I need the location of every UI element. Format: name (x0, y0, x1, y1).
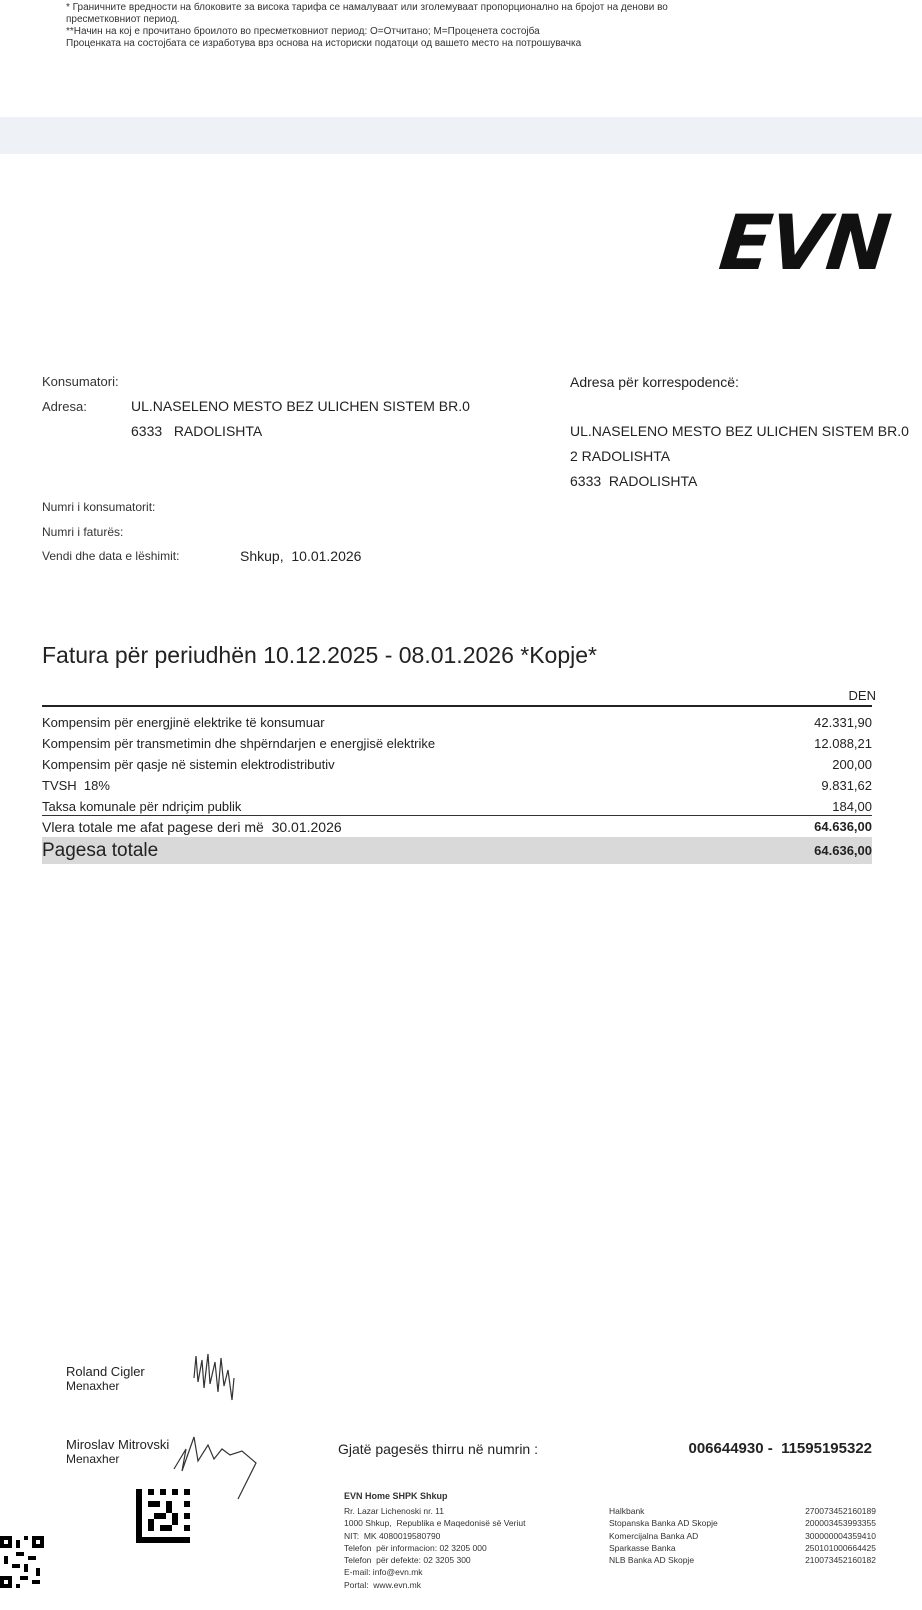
invoice-row (42, 734, 872, 754)
company-line: Rr. Lazar Lichenoski nr. 11 (344, 1506, 445, 1516)
company-line: Telefon për defekte: 02 3205 300 (344, 1555, 471, 1566)
payment-reference-number: 006644930 - 11595195322 (688, 1440, 872, 1457)
footnote-line: * Граничните вредности на блоковите за висока тарифа се намалуваат или зголемуваат пропорционално на бројот на денови во (66, 2, 668, 13)
subtotal-amount: 64.636,00 (814, 819, 872, 834)
correspondence-label: Adresa për korrespodencë: (570, 374, 739, 390)
company-line: Telefon për informacion: 02 3205 000 (344, 1542, 487, 1553)
currency-label: DEN (848, 688, 876, 703)
address-label: Adresa: (42, 399, 87, 414)
invoice-row (42, 797, 872, 817)
issue-label: Vendi dhe data e lëshimit: (42, 549, 180, 563)
correspondence-line-2: 2 RADOLISHTA (570, 448, 671, 464)
signatory-role: Menaxher (66, 1379, 120, 1393)
row-label: Kompensim për qasje në sistemin elektrodistributiv (42, 757, 335, 772)
invoice-title: Fatura për periudhën 10.12.2025 - 08.01.2026 *Kopje* (42, 642, 597, 668)
footnote-line: Проценката на состојбата се изработува врз основа на историски податоци од вашето место на потрошувачка (66, 38, 582, 49)
bank-name: Komercijalna Banka AD (609, 1530, 699, 1541)
subtotal-label: Vlera totale me afat pagese deri më 30.01.2026 (42, 819, 342, 835)
consumer-label: Konsumatori: (42, 374, 119, 389)
row-amount: 12.088,21 (814, 736, 872, 751)
address-line-1: UL.NASELENO MESTO BEZ ULICHEN SISTEM BR.0 (131, 398, 470, 414)
bank-name: NLB Banka AD Skopje (609, 1555, 695, 1566)
total-row (42, 837, 872, 864)
evn-logo: EVN (714, 198, 893, 287)
total-label: Pagesa totale (42, 840, 159, 861)
row-amount: 200,00 (832, 757, 872, 772)
row-amount: 9.831,62 (821, 778, 872, 793)
row-label: Taksa komunale për ndriçim publik (42, 799, 242, 814)
correspondence-line-3: 6333 RADOLISHTA (570, 473, 698, 489)
invoice-row (42, 776, 872, 796)
company-name: EVN Home SHPK Shkup (344, 1491, 448, 1501)
invoice-row (42, 755, 872, 775)
row-amount: 42.331,90 (814, 715, 872, 730)
invoice-number-label: Numri i faturës: (42, 525, 124, 539)
bank-name: Sparkasse Banka (609, 1542, 676, 1553)
bank-account: 300000004359410 (805, 1530, 876, 1541)
subtotal-rule (42, 815, 872, 816)
company-line: Portal: www.evn.mk (344, 1579, 421, 1590)
company-details (344, 1505, 525, 1591)
row-label: Kompensim për transmetimin dhe shpërndarjen e energjisë elektrike (42, 736, 436, 751)
signature-1-icon (188, 1348, 244, 1408)
page-separator-band (0, 117, 922, 154)
bank-account: 200003453993355 (805, 1518, 876, 1529)
payment-reference-label: Gjatë pagesës thirru në numrin : (338, 1441, 538, 1457)
qr-code-icon (0, 1536, 44, 1588)
bank-accounts (805, 1505, 876, 1566)
signatory-name: Miroslav Mitrovski (66, 1437, 170, 1452)
row-label: TVSH 18% (42, 778, 110, 793)
invoice-row (42, 713, 872, 733)
company-line: 1000 Shkup, Republika e Maqedonisë së Veriut (344, 1518, 526, 1529)
bank-name: Stopanska Banka AD Skopje (609, 1518, 718, 1529)
row-amount: 184,00 (832, 799, 872, 814)
datamatrix-icon (136, 1489, 190, 1543)
issue-value: Shkup, 10.01.2026 (240, 548, 362, 564)
bank-account: 250101000664425 (805, 1542, 876, 1553)
bank-account: 210073452160182 (805, 1555, 876, 1566)
signatory-name: Roland Cigler (66, 1364, 145, 1379)
footnote-line: **Начин на кој е прочитано броилото во пресметковниот период: О=Отчитано; М=Проценета состојба (66, 26, 540, 37)
table-top-rule (42, 705, 872, 707)
bank-account: 270073452160189 (805, 1506, 876, 1516)
address-line-2: 6333 RADOLISHTA (131, 423, 263, 439)
subtotal-row (42, 817, 872, 837)
bank-names (609, 1505, 718, 1566)
signatory-2 (66, 1437, 169, 1466)
footnote-line: пресметковниот период. (66, 14, 180, 25)
correspondence-line-1: UL.NASELENO MESTO BEZ ULICHEN SISTEM BR.0 (570, 423, 909, 439)
company-line: NIT: MK 4080019580790 (344, 1530, 441, 1541)
signatory-role: Menaxher (66, 1452, 120, 1466)
consumer-number-label: Numri i konsumatorit: (42, 500, 156, 514)
company-line: E-mail: info@evn.mk (344, 1567, 423, 1578)
total-amount: 64.636,00 (814, 843, 872, 858)
signatory-1 (66, 1364, 145, 1393)
bank-name: Halkbank (609, 1506, 645, 1516)
footnotes (66, 2, 668, 50)
row-label: Kompensim për energjinë elektrike të konsumuar (42, 715, 325, 730)
